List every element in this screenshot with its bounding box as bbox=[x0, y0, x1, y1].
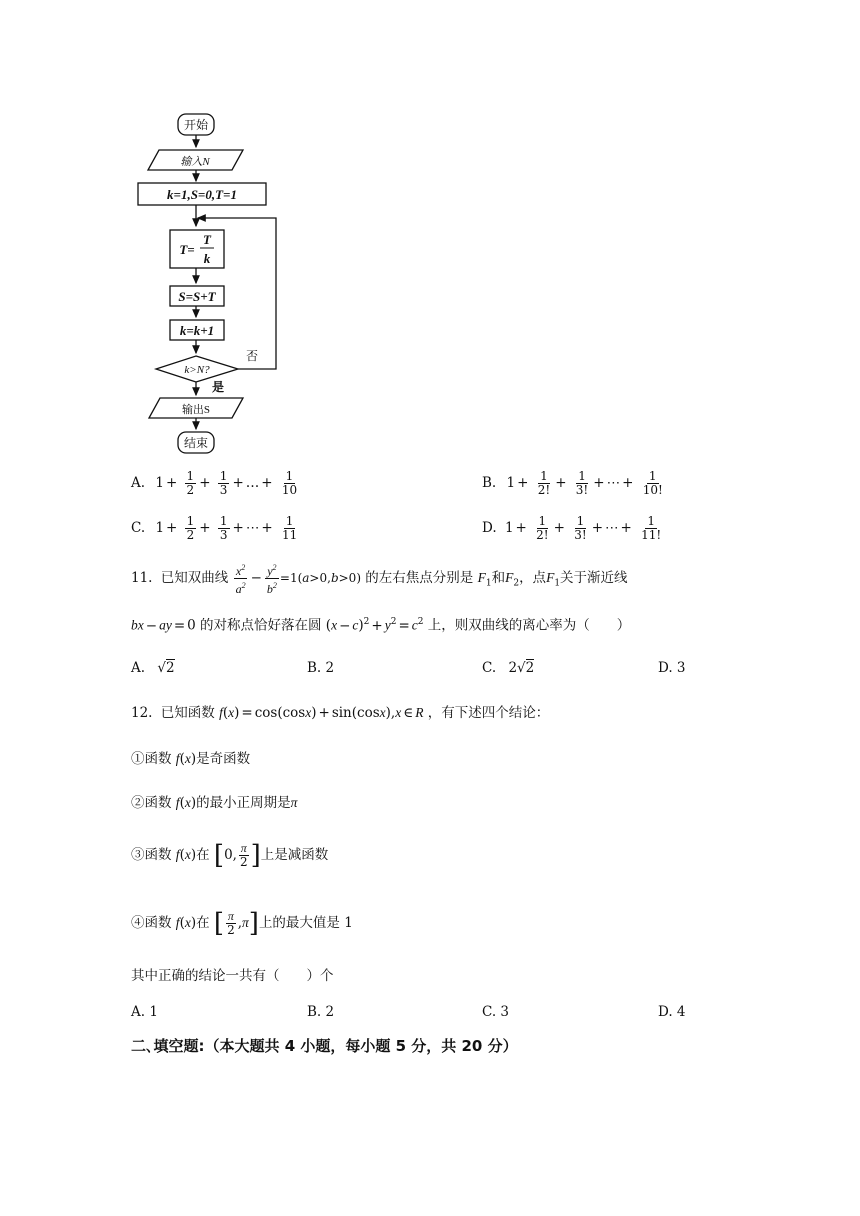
step-t-node bbox=[170, 230, 224, 268]
option-text: B. 2 bbox=[307, 1004, 335, 1020]
input-text: 输入N bbox=[180, 156, 210, 168]
statement-suffix: 的最小正周期是 bbox=[196, 795, 291, 811]
statement-suffix: 是奇函数 bbox=[196, 751, 251, 767]
q11-text-5: 关于渐近线 bbox=[560, 570, 628, 586]
q12-option-d bbox=[658, 1003, 686, 1021]
option-label: A. bbox=[131, 660, 146, 676]
q10-b-last-den: 10! bbox=[642, 483, 663, 497]
option-label: C. bbox=[131, 520, 146, 536]
no-label: 否 bbox=[245, 349, 259, 363]
q12-statement-4: ④函数 f(x)在 [ $\frac{\pi}{2}$ ,π]上的最大值是 1 bbox=[131, 908, 353, 939]
option-label: C. bbox=[482, 660, 497, 676]
q12-intro-2: ，有下述四个结论： bbox=[427, 705, 550, 721]
option-label: B. bbox=[482, 475, 497, 491]
q10-option-b: B. 1 + $\frac{1}{2!}$ + $\frac{1}{3!}$ + ⋯ + $\frac{1}{10!}$ bbox=[482, 469, 663, 497]
q10-a-last-den: 10 bbox=[281, 483, 298, 497]
section-2-heading: 二､填空题:（本大题共 4 小题，每小题 5 分，共 20 分） bbox=[131, 1037, 518, 1055]
q11-line-1: 11. 已知双曲线 $\frac{x^2}{a^2}$ − $\frac{y^2}{b^2}$ =1(a>0,b>0) 的左右焦点分别是 $F_1$和$F_2$，点$F_1$关于渐近线 bbox=[131, 563, 628, 596]
option-text: D. 4 bbox=[658, 1004, 686, 1020]
q12-option-a bbox=[131, 1003, 158, 1021]
q11-number: 11. bbox=[131, 570, 153, 586]
q12-statement-1: ①函数 f(x)是奇函数 bbox=[131, 751, 251, 767]
statement-prefix: ②函数 bbox=[131, 795, 172, 811]
q12-option-c bbox=[482, 1003, 509, 1021]
statement-prefix: ③函数 bbox=[131, 847, 172, 863]
yes-label: 是 bbox=[211, 380, 225, 394]
init-text: k=1,S=0,T=1 bbox=[167, 187, 237, 202]
q11-text-2: 的左右焦点分别是 bbox=[365, 570, 474, 586]
q11-text-1: 已知双曲线 bbox=[160, 570, 229, 586]
q12-intro-1: 已知函数 bbox=[160, 705, 215, 721]
option-text: B. 2 bbox=[307, 660, 335, 676]
q11-line2-text-2: 上，则双曲线的离心率为（ ） bbox=[427, 617, 631, 634]
option-text: C. 3 bbox=[482, 1004, 510, 1020]
decision-text: k>N? bbox=[184, 364, 210, 376]
q10-option-c: C. 1 + $\frac{1}{2}$ + $\frac{1}{3}$ + ⋯ + $\frac{1}{11}$ bbox=[131, 514, 298, 542]
q10-option-a: A. 1 + $\frac{1}{2}$ + $\frac{1}{3}$ + … + $\frac{1}{10}$ bbox=[131, 469, 298, 497]
q12-option-b bbox=[307, 1003, 334, 1021]
statement-mid: 在 bbox=[196, 847, 210, 863]
q11-option-a: A. √2 bbox=[131, 660, 175, 676]
q11-option-b bbox=[307, 659, 334, 677]
statement-suffix: 上的最大值是 1 bbox=[258, 915, 353, 931]
q11-line2-text-1: 的对称点恰好落在圆 bbox=[200, 617, 322, 634]
q12-question-text: 其中正确的结论一共有（ ）个 bbox=[131, 968, 334, 984]
q11-text-3: 和 bbox=[491, 570, 506, 586]
end-text: 结束 bbox=[183, 436, 209, 450]
step-t-den: k bbox=[203, 251, 211, 266]
q10-d-last-den: 11! bbox=[641, 528, 662, 542]
q10-c-last-den: 11 bbox=[281, 528, 298, 542]
option-label: A. bbox=[131, 475, 146, 491]
q11-option-c: C. 2√2 bbox=[482, 660, 535, 676]
step-s-text: S=S+T bbox=[178, 289, 216, 304]
output-text: 输出S bbox=[181, 404, 211, 416]
step-t-lhs: T= bbox=[179, 242, 195, 257]
q12-number: 12. bbox=[131, 705, 153, 721]
q12-intro: 12. 已知函数 f(x) = cos(cosx) + sin(cosx),x ∈ R ，有下述四个结论： bbox=[131, 705, 550, 721]
option-text: D. 3 bbox=[658, 660, 686, 676]
flowchart bbox=[130, 108, 290, 460]
statement-mid: 在 bbox=[196, 915, 210, 931]
q11-text-4: ，点 bbox=[519, 570, 547, 586]
q12-statement-2: ②函数 f(x)的最小正周期是π bbox=[131, 795, 298, 811]
start-text: 开始 bbox=[183, 118, 209, 132]
q11-option-d bbox=[658, 659, 686, 677]
q10-option-d: D. 1 + $\frac{1}{2!}$ + $\frac{1}{3!}$ + ⋯ + $\frac{1}{11!}$ bbox=[482, 514, 662, 542]
step-t-num: T bbox=[203, 232, 211, 247]
step-k-text: k=k+1 bbox=[179, 323, 215, 338]
statement-prefix: ④函数 bbox=[131, 915, 172, 931]
option-text: A. 1 bbox=[131, 1004, 158, 1020]
q12-question bbox=[131, 967, 334, 985]
option-label: D. bbox=[482, 520, 497, 536]
q11-line-2: bx − ay = 0 的对称点恰好落在圆 $(x - c)^2 + y^2 = c^2$ 上，则双曲线的离心率为（ ） bbox=[131, 617, 631, 634]
statement-suffix: 上是减函数 bbox=[260, 847, 329, 863]
q12-statement-3: ③函数 f(x)在 [0, $\frac{\pi}{2}$ ]上是减函数 bbox=[131, 840, 329, 871]
statement-prefix: ①函数 bbox=[131, 751, 172, 767]
